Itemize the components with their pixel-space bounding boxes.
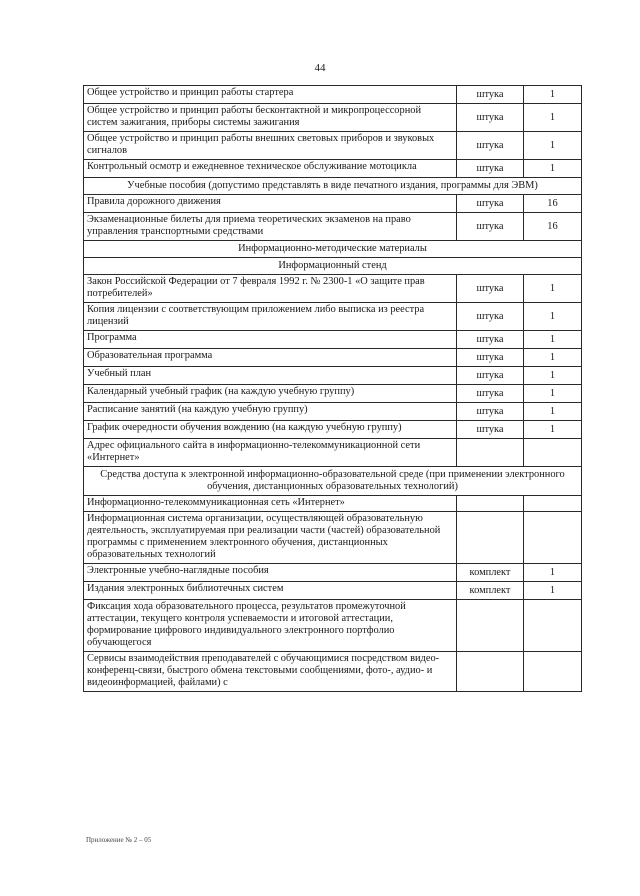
item-name-cell: Правила дорожного движения [84,195,457,213]
item-name-cell: Общее устройство и принцип работы стартера [84,86,457,104]
quantity-cell: 1 [524,385,582,403]
item-name-cell: Адрес официального сайта в информационно-телекоммуникационной сети «Интернет» [84,439,457,467]
quantity-cell [524,496,582,512]
quantity-cell: 1 [524,86,582,104]
item-name-cell: Сервисы взаимодействия преподавателей с обучающимися посредством видео-конференц-связи, быстрого обмена текстовыми сообщениями, фото-, аудио- и видеоинформацией, файлами) с [84,652,457,692]
table-row [84,600,582,652]
table-row [84,303,582,331]
unit-cell [457,512,524,564]
unit-cell: штука [457,303,524,331]
item-name-cell: Программа [84,331,457,349]
table-row [84,564,582,582]
quantity-cell: 1 [524,582,582,600]
section-header-row [84,467,582,496]
item-name-cell: Учебный план [84,367,457,385]
unit-cell: штука [457,421,524,439]
table-row [84,421,582,439]
equipment-table [83,85,582,692]
item-name-cell: Электронные учебно-наглядные пособия [84,564,457,582]
table-row [84,582,582,600]
item-name-cell: Контрольный осмотр и ежедневное техническое обслуживание мотоцикла [84,160,457,178]
table-row [84,367,582,385]
quantity-cell: 1 [524,367,582,385]
quantity-cell: 1 [524,564,582,582]
section-header-row [84,258,582,275]
table-row [84,213,582,241]
item-name-cell: Закон Российской Федерации от 7 февраля 1992 г. № 2300-1 «О защите прав потребителей» [84,275,457,303]
unit-cell: штука [457,367,524,385]
section-title: Средства доступа к электронной информационно-образовательной среде (при применении электронного обучения, дистанционных образовательных технологий) [84,467,582,496]
table-row [84,652,582,692]
table-row [84,86,582,104]
quantity-cell [524,512,582,564]
unit-cell [457,496,524,512]
quantity-cell: 1 [524,403,582,421]
section-title: Информационный стенд [84,258,582,275]
quantity-cell: 1 [524,349,582,367]
item-name-cell: Информационная система организации, осуществляющей образовательную деятельность, эксплуатируемая при реализации части (частей) образовательной программы с применением электронного обучения, дистанционных образовательных технологий [84,512,457,564]
unit-cell [457,600,524,652]
table-row [84,349,582,367]
table-row [84,439,582,467]
table-row [84,160,582,178]
unit-cell: штука [457,104,524,132]
page-number: 44 [314,62,326,74]
table-row [84,331,582,349]
unit-cell: штука [457,331,524,349]
quantity-cell: 16 [524,195,582,213]
item-name-cell: Образовательная программа [84,349,457,367]
unit-cell [457,652,524,692]
item-name-cell: Расписание занятий (на каждую учебную группу) [84,403,457,421]
section-header-row [84,241,582,258]
quantity-cell [524,652,582,692]
item-name-cell: Экзаменационные билеты для приема теоретических экзаменов на право управления транспортными средствами [84,213,457,241]
item-name-cell: Календарный учебный график (на каждую учебную группу) [84,385,457,403]
table-row [84,275,582,303]
unit-cell: комплект [457,564,524,582]
quantity-cell: 1 [524,104,582,132]
unit-cell: штука [457,86,524,104]
quantity-cell: 1 [524,132,582,160]
section-title: Учебные пособия (допустимо представлять в виде печатного издания, программы для ЭВМ) [84,178,582,195]
unit-cell: штука [457,349,524,367]
unit-cell: штука [457,132,524,160]
unit-cell: штука [457,195,524,213]
quantity-cell [524,600,582,652]
item-name-cell: График очередности обучения вождению (на каждую учебную группу) [84,421,457,439]
item-name-cell: Копия лицензии с соответствующим приложением либо выписка из реестра лицензий [84,303,457,331]
table-row [84,104,582,132]
item-name-cell: Издания электронных библиотечных систем [84,582,457,600]
item-name-cell: Общее устройство и принцип работы бесконтактной и микропроцессорной систем зажигания, приборы системы зажигания [84,104,457,132]
unit-cell: штука [457,160,524,178]
equipment-table-body [84,86,582,692]
quantity-cell: 1 [524,331,582,349]
quantity-cell: 1 [524,275,582,303]
table-row [84,195,582,213]
unit-cell: штука [457,275,524,303]
unit-cell: штука [457,385,524,403]
item-name-cell: Информационно-телекоммуникационная сеть «Интернет» [84,496,457,512]
table-row [84,496,582,512]
quantity-cell: 1 [524,160,582,178]
quantity-cell: 1 [524,421,582,439]
quantity-cell [524,439,582,467]
quantity-cell: 16 [524,213,582,241]
unit-cell [457,439,524,467]
unit-cell: штука [457,213,524,241]
section-header-row [84,178,582,195]
unit-cell: штука [457,403,524,421]
item-name-cell: Общее устройство и принцип работы внешних световых приборов и звуковых сигналов [84,132,457,160]
table-row [84,512,582,564]
unit-cell: комплект [457,582,524,600]
quantity-cell: 1 [524,303,582,331]
footer-note: Приложение № 2 – 05 [86,836,152,844]
table-row [84,403,582,421]
table-row [84,385,582,403]
section-title: Информационно-методические материалы [84,241,582,258]
item-name-cell: Фиксация хода образовательного процесса, результатов промежуточной аттестации, текущего контроля успеваемости и итоговой аттестации, формирование цифрового индивидуального электронного портфолио обучающегося [84,600,457,652]
table-row [84,132,582,160]
